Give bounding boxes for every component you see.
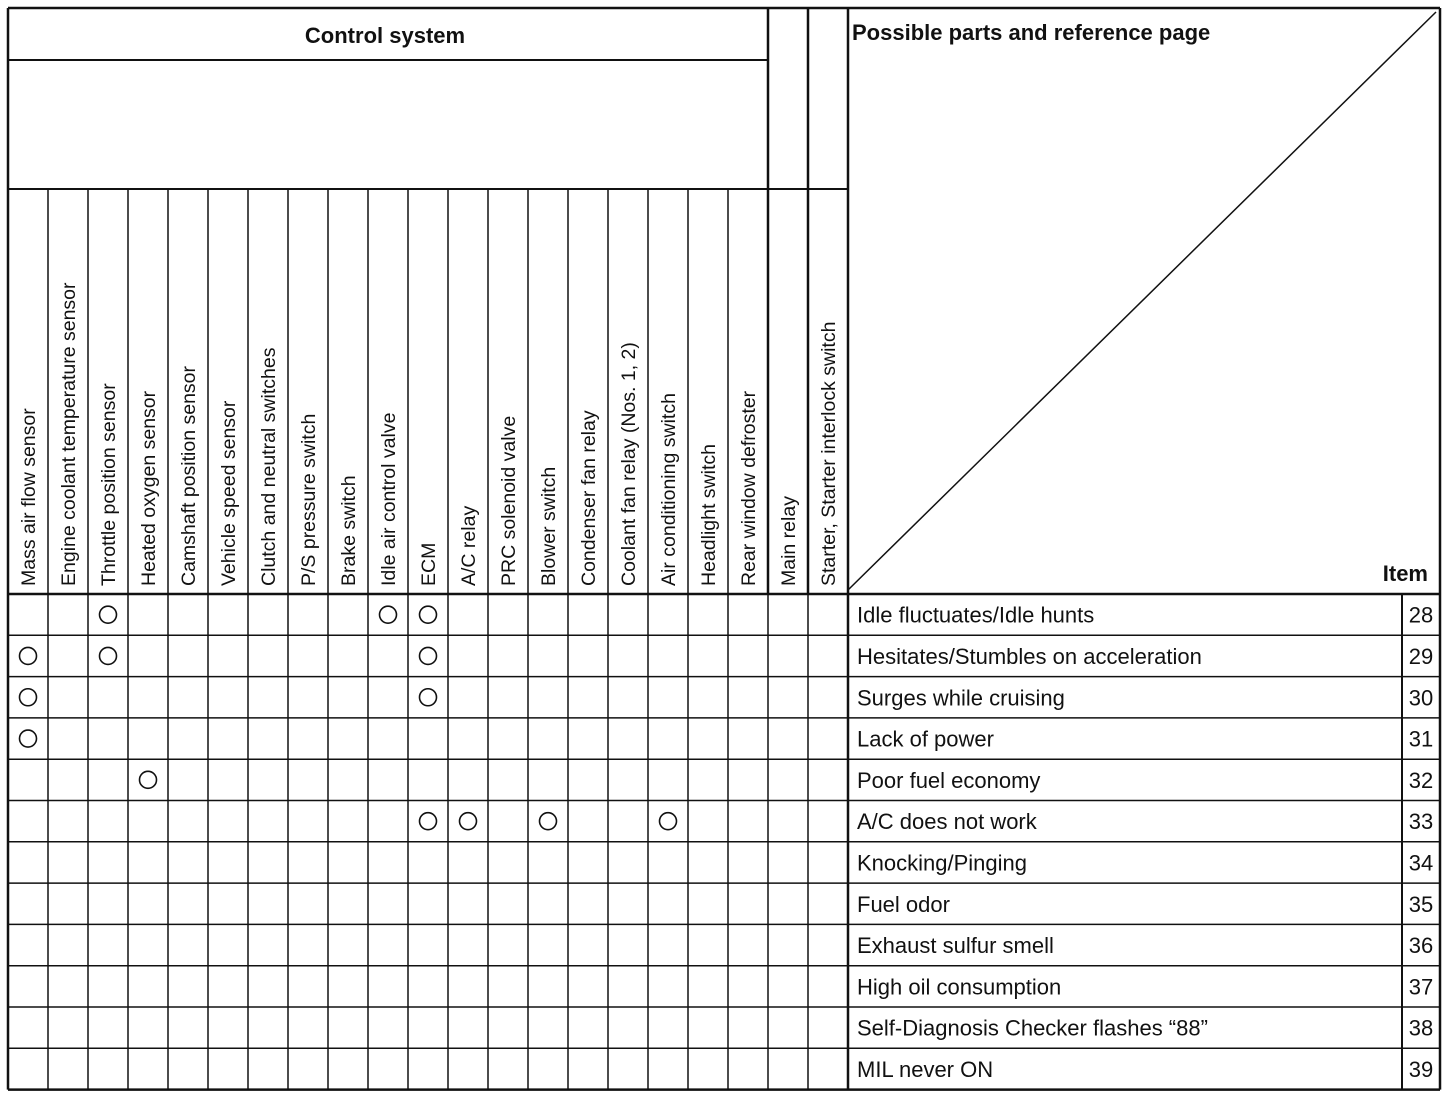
symptom-label: MIL never ON	[857, 1056, 994, 1082]
mark-circle	[20, 647, 37, 664]
mark-circle	[420, 647, 437, 664]
header-diagonal	[848, 12, 1436, 590]
mark-circle	[380, 606, 397, 623]
column-header: PRC solenoid valve	[498, 415, 520, 586]
column-header: Headlight switch	[698, 444, 720, 586]
column-header: Idle air control valve	[378, 412, 400, 586]
reference-page-number: 31	[1408, 726, 1434, 752]
mark-circle	[420, 813, 437, 830]
column-header: Throttle position sensor	[98, 383, 120, 586]
mark-circle	[20, 730, 37, 747]
column-header: Camshaft position sensor	[178, 365, 200, 586]
control-system-title: Control system	[304, 23, 466, 48]
symptom-label: Fuel odor	[857, 891, 950, 917]
column-header: Air conditioning switch	[658, 393, 680, 586]
column-header: Blower switch	[538, 466, 560, 586]
mark-circle	[100, 647, 117, 664]
mark-circle	[20, 689, 37, 706]
symptom-label: Self-Diagnosis Checker flashes “88”	[857, 1015, 1208, 1041]
reference-page-number: 29	[1408, 643, 1434, 669]
column-header: Rear window defroster	[738, 390, 760, 586]
column-header: Heated oxygen sensor	[138, 390, 160, 586]
symptom-label: Exhaust sulfur smell	[857, 933, 1054, 959]
symptom-label: Idle fluctuates/Idle hunts	[857, 602, 1095, 628]
mark-circle	[140, 771, 157, 788]
column-header: Vehicle speed sensor	[218, 400, 240, 586]
reference-page-number: 30	[1408, 685, 1434, 711]
reference-page-number: 38	[1408, 1015, 1434, 1041]
column-header: Coolant fan relay (Nos. 1, 2)	[618, 342, 640, 586]
column-header: Brake switch	[338, 475, 360, 586]
mark-circle	[540, 813, 557, 830]
symptom-label: A/C does not work	[857, 809, 1037, 835]
column-header: P/S pressure switch	[298, 413, 320, 586]
reference-page-number: 39	[1408, 1056, 1434, 1082]
mark-circle	[420, 606, 437, 623]
reference-page-number: 34	[1408, 850, 1434, 876]
column-header: ECM	[418, 542, 440, 586]
possible-parts-title: Possible parts and reference page	[852, 20, 1211, 45]
column-header: Main relay	[778, 496, 800, 586]
symptom-label: Hesitates/Stumbles on acceleration	[857, 643, 1202, 669]
reference-page-number: 37	[1408, 974, 1434, 1000]
reference-page-number: 32	[1408, 767, 1434, 793]
reference-page-number: 36	[1408, 933, 1434, 959]
column-header: Condenser fan relay	[578, 410, 600, 586]
mark-circle	[420, 689, 437, 706]
symptom-label: High oil consumption	[857, 974, 1062, 1000]
mark-circle	[660, 813, 677, 830]
column-header: A/C relay	[458, 505, 480, 586]
item-label: Item	[1382, 561, 1428, 586]
column-header: Engine coolant temperature sensor	[58, 282, 80, 586]
column-headers	[18, 282, 840, 586]
column-header: Mass air flow sensor	[18, 408, 40, 586]
symptom-label: Surges while cruising	[857, 685, 1065, 711]
symptom-label: Knocking/Pinging	[857, 850, 1028, 876]
mark-circle	[100, 606, 117, 623]
mark-circle	[460, 813, 477, 830]
column-header: Starter, Starter interlock switch	[818, 321, 840, 586]
reference-page-number: 35	[1408, 891, 1434, 917]
reference-page-number: 28	[1408, 602, 1434, 628]
column-header: Clutch and neutral switches	[258, 347, 280, 586]
symptom-label: Lack of power	[857, 726, 994, 752]
symptom-label: Poor fuel economy	[857, 767, 1041, 793]
reference-page-number: 33	[1408, 809, 1434, 835]
